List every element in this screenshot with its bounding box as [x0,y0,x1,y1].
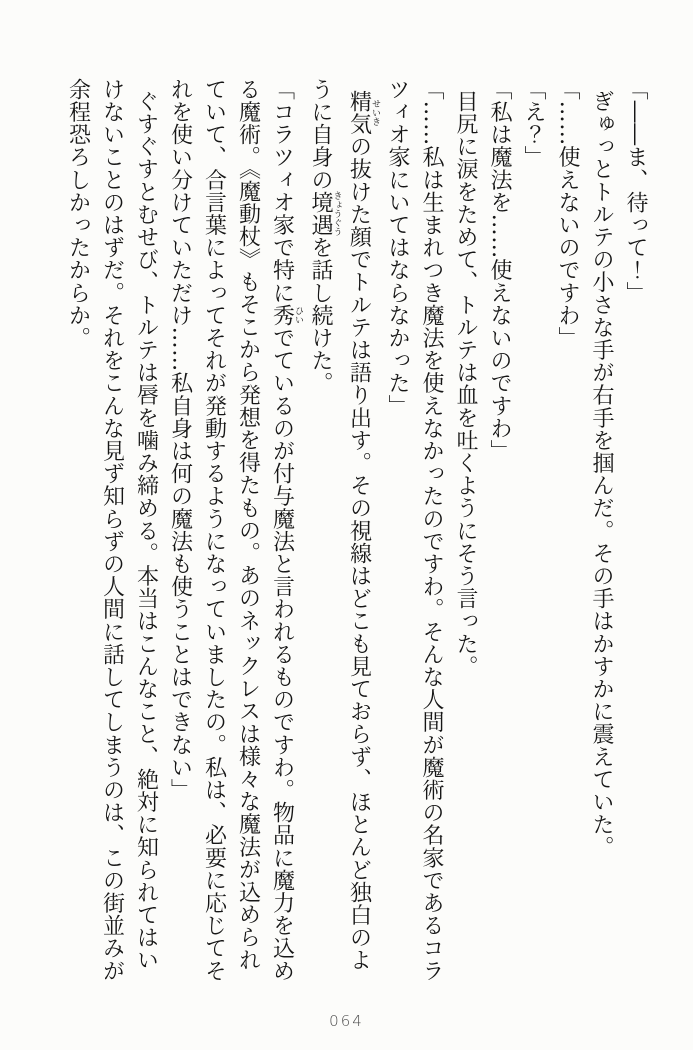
text-line: ぎゅっとトルテの小さな手が右手を掴んだ。その手はかすかに震えていた。 [589,90,614,859]
text-line: 「私は魔法を……使えないのですわ」 [487,78,512,463]
text-line: 「え？」 [521,78,546,169]
text-line: ぐすぐすとむせび、トルテは唇を噛み締める。本当はこんなこと、絶対に知られてはい [133,90,159,972]
page-text-vertical [61,78,653,990]
text-line: 「……使えないのですわ」 [555,78,580,350]
text-line: ていて、合言葉によってそれが発動するようになっていましたの。私は、必要に応じてそ [201,78,227,982]
page-footer [0,1012,693,1030]
text-line: 目尻に涙をためて、トルテは血を吐くようにそう言った。 [453,90,478,678]
text-line: 精気せいきの抜けた顔でトルテは語り出す。その視線はどこも見ておらず、ほとんど独白のよ [346,90,380,972]
text-line: 余程恐ろしかったからか。 [65,78,91,350]
ruby-annotated-word: 秀ひい [269,304,303,327]
ruby-annotated-word: 境遇きょうぐう [308,191,342,237]
ruby-annotated-word: 精気せいき [346,90,380,136]
text-line: 「――ま、待って！」 [623,78,648,304]
text-line: 「……私は生まれつき魔法を使えなかったのですわ。そんな人間が魔術の名家であるコラ [419,78,444,982]
text-line: れを使い分けていただけ……私自身は何の魔法も使うことはできない」 [167,78,193,802]
text-line: ツィオ家にいてはならなかった」 [385,78,410,417]
text-line: 「コラツィオ家で特に秀ひいでているのが付与魔法と言われるものですわ。物品に魔力を込め [269,78,303,983]
text-line: うに自身の境遇きょうぐうを話し続けた。 [308,78,342,395]
text-line: けないことのはずだ。それをこんな見ず知らずの人間に話してしまうのは、この街並みが [99,78,125,982]
page-number: 064 [329,1012,364,1030]
text-line: る魔術。《魔動杖》もそこから発想を得たもの。あのネックレスは様々な魔法が込められ [235,78,261,971]
